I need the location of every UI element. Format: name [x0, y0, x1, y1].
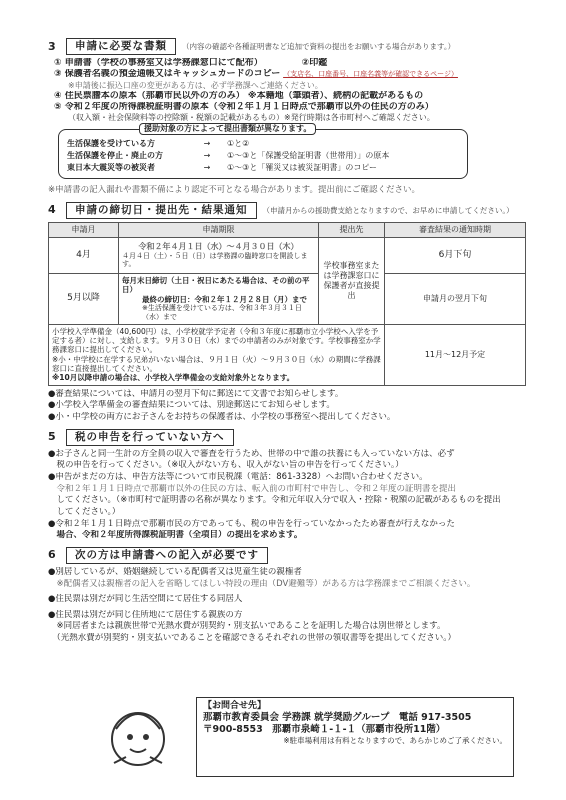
bullet-item: ●小・中学校の両方にお子さんをお持ちの保護者は、小学校の事務室へ提出してください。 [48, 412, 396, 422]
prep-fund-note: ※小・中学校に在学する兄弟がいない場合は、９月１日（火）～９月３０日（水）の期間に学務課窓口に直接提出してください。 [52, 354, 381, 373]
contact-note: ※駐車場利用は有料となりますので、あらかじめご了承ください。 [283, 736, 507, 745]
doc-item: ④ 住民票謄本の原本（那覇市民以外の方のみ） ※本籍地（筆頭者）、続柄の記載があるもの [54, 90, 424, 101]
table-header: 審査結果の通知時期 [385, 222, 526, 237]
support-row-value: ①～③と「保護受給証明書（世帯用）」の原本 [227, 151, 390, 161]
section3-title: 申請に必要な書類 [66, 38, 176, 55]
period-text: 毎月末日締切（土日・祝日にあたる場合は、その前の平日） [122, 275, 310, 295]
prep-fund-text: 小学校入学準備金（40,600円）は、小学校就学予定者（令和３年度に那覇市立小学校へ入学を予定する者）に対し、支給します。９月３０日（水）までの申請者のみが対象です。学校事務室か学務課窓口に提出してください。 [52, 326, 381, 355]
support-row-value: ①～③と「罹災又は被災証明書」のコピー [227, 163, 378, 173]
section5-header [48, 429, 526, 446]
submit-to: 学校事務室または学務課窓口に保護者が直接提出 [319, 237, 385, 324]
table-row [49, 237, 526, 273]
period-note: 最終の締切日：令和２年１２月２８日（月）まで [142, 294, 307, 304]
section3-number: 3 [48, 39, 56, 53]
text-line: （光熱水費が別契約・別支払いであることを確認できるそれぞれの世帯の領収書等を提出してください。） [48, 633, 457, 643]
text-line: ●申告がまだの方は、申告方法等について市民税課（電話：861-3328）へお問い合わせください。 [48, 472, 428, 482]
section3-warning: ※申請書の記入漏れや書類不備により認定不可となる場合があります。提出前にご確認ください。 [48, 185, 420, 196]
section5-title: 税の申告を行っていない方へ [66, 429, 234, 446]
text-line: ●令和２年１月１日時点で那覇市民の方であっても、税の申告を行っていなかったため審査が行えなかった [48, 518, 455, 529]
doc-item-text: ① 申請書（学校の事務室又は学務課窓口にて配布） [54, 58, 263, 69]
support-row-value: ①と② [227, 139, 250, 149]
support-box-label: 援助対象の方によって提出書類が異なります。 [139, 123, 316, 135]
doc-item: ⑤ 令和２年度の所得課税証明書の原本（令和２年１月１日時点で那覇市以外の住民の方のみ） [54, 101, 434, 112]
section6-number: 6 [48, 548, 56, 562]
contact-box [196, 697, 514, 777]
section6-header [48, 547, 526, 564]
contact-line: 那覇市教育委員会 学務課 就学奨励グループ 電話 917-3505 [203, 712, 472, 724]
support-row-key: 生活保護を停止・廃止の方 [67, 151, 163, 161]
bullet-item: ●審査結果については、申請月の翌月下旬に郵送にて文書でお知らせします。 [48, 388, 344, 399]
support-row [67, 162, 459, 174]
support-type-box [58, 124, 468, 179]
doc-item [54, 69, 526, 80]
text-line: してください。） [48, 506, 121, 517]
row-result: 6月下旬 [385, 237, 526, 273]
prep-fund-cell [49, 324, 385, 385]
doc-item-note: （収入額・社会保険料等の控除額・税額の記載があるもの）※発行時期は各市町村へご確認ください。 [68, 113, 435, 123]
arrow-icon: → [203, 139, 211, 149]
row-month: 5月以降 [49, 273, 119, 324]
support-row [67, 150, 459, 162]
text-line: ●お子さんと同一生計の方全員の収入で審査を行うため、世帯の中で誰の扶養にも入っていない方は、必ず [48, 448, 455, 459]
text-line: してください。（※市町村で証明書の名称が異なります。令和元年収入分で収入・控除・税額の記載があるものを提出 [48, 495, 501, 506]
support-row-key: 東日本大震災等の被災者 [67, 163, 155, 173]
text-line: ●住民票は別だが同じ住所地にて居住する親族の方 [48, 609, 243, 620]
table-row [49, 324, 526, 385]
section3-note: （内容の確認や各種証明書など追加で資料の提出をお願いする場合があります。） [182, 41, 456, 51]
table-header: 申請期限 [119, 222, 319, 237]
section4-title: 申請の締切日・提出先・結果通知 [66, 202, 257, 219]
table-header: 申請月 [49, 222, 119, 237]
support-row-key: 生活保護を受けている方 [67, 139, 155, 149]
arrow-icon: → [203, 163, 211, 173]
section3-header [48, 38, 526, 55]
row-period [119, 273, 319, 324]
row-result: 11月～12月予定 [385, 324, 526, 385]
prep-fund-warning: ※10月以降申請の場合は、小学校入学準備金の支給対象外となります。 [52, 373, 295, 383]
period-note: ４月４日（土）・５日（日）は学務課の臨時窓口を開設します。 [122, 251, 308, 269]
doc-item [54, 58, 526, 69]
section4-header [48, 202, 526, 219]
section6-title: 次の方は申請書への記入が必要です [66, 547, 268, 564]
contact-address: 〒900-8553 那覇市泉崎１-１-１（那覇市役所11階） [203, 724, 446, 736]
table-row [49, 273, 526, 324]
arrow-icon: → [203, 151, 211, 161]
deadline-table [48, 222, 526, 386]
row-month: 4月 [49, 237, 119, 273]
table-header: 提出先 [319, 222, 385, 237]
section4-bullets [48, 389, 526, 423]
row-result: 申請月の翌月下旬 [385, 273, 526, 324]
text-line: 場合、令和２年度所得課税証明書（全項目）の提出を求めます。 [48, 530, 303, 541]
section5-number: 5 [48, 430, 56, 444]
section5-body [48, 449, 526, 541]
period-note: ※生活保護を受けている方は、令和３年３月３１日（水）まで [142, 304, 302, 321]
mascot-illustration [96, 693, 180, 777]
row-period [119, 237, 319, 273]
doc-item-text: ③ 保護者名義の預金通帳又はキャッシュカードのコピー [54, 69, 281, 80]
doc-item-note: ※申請後に振込口座の変更がある方は、必ず学務課へご連絡ください。 [68, 80, 323, 90]
doc-item-extra: （支店名、口座番号、口座名義等が確認できるページ） [283, 70, 458, 79]
bullet-item: ●小学校入学準備金の審査結果については、別途郵送にてお知らせします。 [48, 400, 335, 411]
table-header-row [49, 222, 526, 237]
text-line: ●別居しているが、婚姻継続している配偶者又は児童生徒の親権者 [48, 566, 302, 577]
text-line: ※同居者または親族世帯で光熱水費が別契約・別支払いであることを証明した場合は別世帯とします。 [48, 621, 446, 632]
text-line: ※配偶者又は親権者の記入を省略してほしい特段の理由（DV避難等）がある方は学務課までご相談ください。 [48, 578, 476, 589]
support-row [67, 138, 459, 150]
doc-item-extra: ②印鑑 [301, 58, 328, 69]
text-line: 税の申告を行ってください。（※収入がない方も、収入がない旨の申告を行ってください。） [48, 460, 404, 471]
section6-body [48, 567, 526, 644]
contact-title: 【お問合せ先】 [203, 701, 267, 711]
section4-number: 4 [48, 203, 56, 217]
period-text: 令和２年４月１日（水）～４月３０日（木） [138, 241, 299, 251]
text-line: 令和２年１月１日時点で那覇市以外の住民の方は、転入前の市町村で申告し、令和２年度の証明書を提出 [48, 483, 457, 494]
section4-note: （申請月からの援助費支給となりますので、お早めに申請してください。） [262, 205, 514, 215]
section3-items [48, 58, 526, 123]
text-line: ●住民票は別だが同じ生活空間にて居住する同居人 [48, 594, 243, 605]
